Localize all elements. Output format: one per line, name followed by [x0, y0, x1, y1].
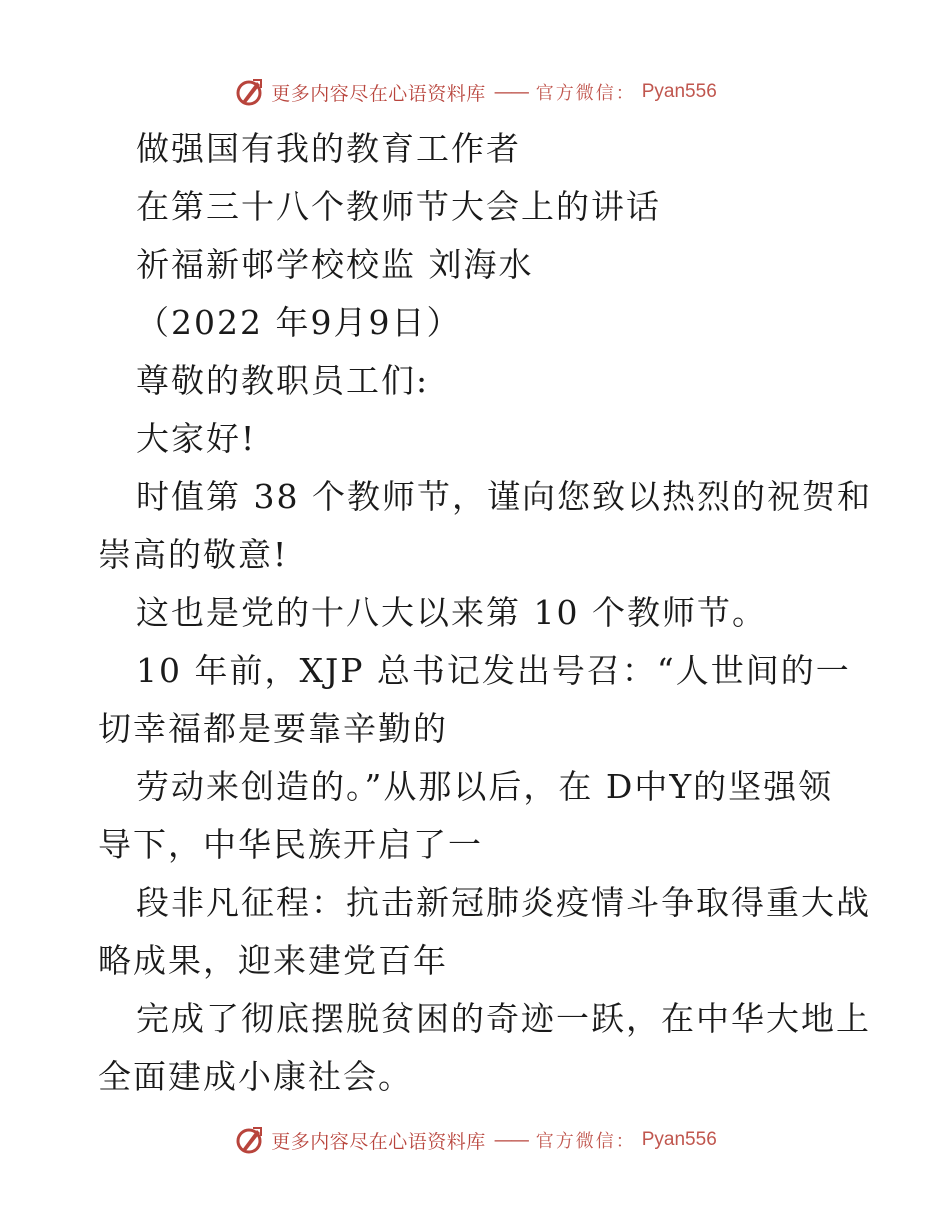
doc-greeting: 大家好! [136, 419, 257, 458]
watermark-dash: —— [493, 81, 528, 103]
doc-author: 祈福新邨学校校监 刘海水 [136, 245, 534, 284]
doc-paragraph-line: 时值第 38 个教师节，谨向您致以热烈的祝贺和 [136, 477, 872, 516]
doc-paragraph-line: 略成果，迎来建党百年 [98, 941, 448, 980]
doc-date: （2022 年9月9日） [136, 303, 462, 342]
watermark-label: 官方微信： [535, 1131, 636, 1152]
doc-paragraph-line: 10 年前，XJP 总书记发出号召：“人世间的一 [136, 651, 851, 690]
footer-watermark [0, 1120, 950, 1160]
doc-paragraph-line: 劳动来创造的。”从那以后，在 D中Y的坚强领 [136, 767, 834, 806]
header-watermark [0, 72, 950, 112]
doc-paragraph-line: 崇高的敬意! [98, 535, 289, 574]
doc-paragraph-line: 切幸福都是要靠辛勤的 [98, 709, 448, 748]
quill-logo-icon [233, 1124, 265, 1156]
watermark-text: 更多内容尽在心语资料库 [271, 82, 486, 105]
doc-paragraph-line: 导下，中华民族开启了一 [98, 825, 483, 864]
doc-title: 做强国有我的教育工作者 [136, 129, 521, 168]
watermark-id: Pyan556 [641, 1129, 717, 1150]
doc-paragraph-line: 全面建成小康社会。 [98, 1057, 413, 1096]
quill-logo-icon [233, 76, 265, 108]
doc-subtitle: 在第三十八个教师节大会上的讲话 [136, 187, 661, 226]
doc-paragraph-line: 段非凡征程：抗击新冠肺炎疫情斗争取得重大战 [136, 883, 871, 922]
watermark-text: 更多内容尽在心语资料库 [271, 1130, 486, 1153]
doc-salutation: 尊敬的教职员工们: [136, 361, 430, 400]
document-body [98, 120, 872, 1106]
watermark-id: Pyan556 [641, 81, 717, 102]
watermark-label: 官方微信： [535, 83, 636, 104]
doc-paragraph-line: 这也是党的十八大以来第 10 个教师节。 [136, 593, 767, 632]
watermark-dash: —— [493, 1129, 528, 1151]
doc-paragraph-line: 完成了彻底摆脱贫困的奇迹一跃，在中华大地上 [136, 999, 871, 1038]
